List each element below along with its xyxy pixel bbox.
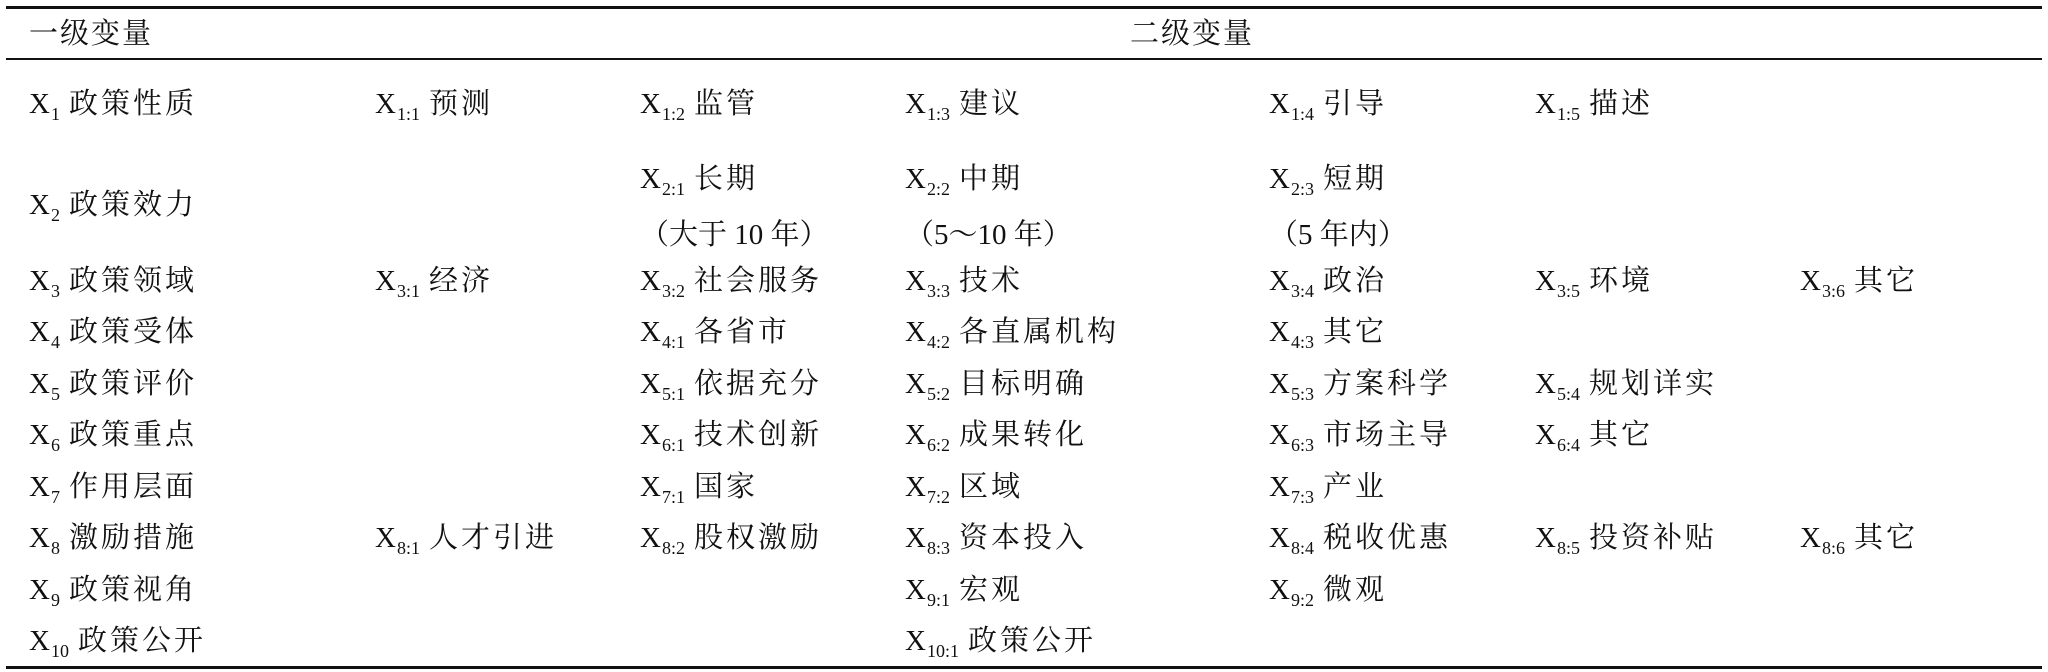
variable-subscript: 1: [50, 104, 60, 124]
variable-label: 中期: [958, 163, 1023, 195]
variable-symbol: X: [640, 163, 661, 195]
variable-subscript: 4:2: [926, 332, 950, 352]
variable-subscript: 9:1: [926, 590, 950, 610]
variable-label: 短期: [1322, 163, 1387, 195]
variable-symbol: X: [905, 471, 926, 503]
variable-label: 国家: [693, 471, 758, 503]
variable-subscript: 3:6: [1821, 281, 1845, 301]
variable-label: 成果转化: [958, 419, 1087, 451]
variable-note: （5 年内）: [1269, 219, 1407, 251]
variable-symbol: X: [29, 265, 50, 297]
top-rule: [6, 6, 2042, 9]
secondary-variable: [640, 86, 758, 122]
variable-label: 政策公开: [967, 625, 1096, 657]
variable-subscript: 8:6: [1821, 538, 1845, 558]
variable-subscript: 3:5: [1556, 281, 1580, 301]
variable-label: 技术创新: [693, 419, 822, 451]
variable-symbol: X: [905, 163, 926, 195]
variable-symbol: X: [1535, 522, 1556, 554]
variable-symbol: X: [1800, 265, 1821, 297]
variable-subscript: 4:3: [1290, 332, 1314, 352]
secondary-variable: [1269, 86, 1387, 122]
variable-symbol: X: [640, 368, 661, 400]
variable-label: 目标明确: [958, 368, 1087, 400]
variable-symbol: X: [1269, 471, 1290, 503]
variable-subscript: 6: [50, 435, 60, 455]
variable-symbol: X: [640, 88, 661, 120]
variable-label: 税收优惠: [1322, 522, 1451, 554]
secondary-variable: [1800, 263, 1918, 299]
variable-subscript: 3:1: [396, 281, 420, 301]
variable-subscript: 2:2: [926, 179, 950, 199]
variable-label: 预测: [428, 88, 493, 120]
primary-variable: [29, 469, 197, 505]
variable-subscript: 8:3: [926, 538, 950, 558]
variable-subscript: 8:1: [396, 538, 420, 558]
variable-label: 政策评价: [68, 368, 197, 400]
variable-label: 股权激励: [693, 522, 822, 554]
variable-symbol: X: [29, 471, 50, 503]
variable-symbol: X: [1269, 265, 1290, 297]
variable-symbol: X: [29, 316, 50, 348]
variable-symbol: X: [905, 419, 926, 451]
variable-symbol: X: [1269, 522, 1290, 554]
variable-symbol: X: [1269, 163, 1290, 195]
variable-symbol: X: [905, 522, 926, 554]
variable-subscript: 9:2: [1290, 590, 1314, 610]
variable-label: 宏观: [958, 574, 1023, 606]
secondary-variable: [905, 86, 1023, 122]
variable-label: 社会服务: [693, 265, 822, 297]
variable-subscript: 7:3: [1290, 487, 1314, 507]
variable-symbol: X: [640, 419, 661, 451]
variable-label: 政策受体: [68, 316, 197, 348]
variable-subscript: 5:3: [1290, 384, 1314, 404]
primary-variable: [29, 417, 197, 453]
variable-symbol: X: [905, 316, 926, 348]
primary-variable: [29, 187, 197, 223]
variable-subscript: 3:4: [1290, 281, 1314, 301]
variable-label: 区域: [958, 471, 1023, 503]
secondary-variable: [1269, 263, 1387, 299]
primary-variable: [29, 623, 206, 659]
variable-symbol: X: [905, 574, 926, 606]
secondary-variable: [1269, 161, 1387, 197]
variable-symbol: X: [1535, 88, 1556, 120]
variable-subscript: 5:2: [926, 384, 950, 404]
variable-symbol: X: [640, 265, 661, 297]
variable-label: 产业: [1322, 471, 1387, 503]
variable-subscript: 7:1: [661, 487, 685, 507]
variable-symbol: X: [640, 471, 661, 503]
variable-symbol: X: [29, 88, 50, 120]
variable-note: （大于 10 年）: [640, 219, 829, 251]
secondary-variable: [905, 263, 1023, 299]
secondary-variable: [1269, 469, 1387, 505]
variable-label: 经济: [428, 265, 493, 297]
variable-label: 其它: [1322, 316, 1387, 348]
secondary-variable: [1269, 314, 1387, 350]
secondary-variable: [1269, 366, 1451, 402]
variable-label: 微观: [1322, 574, 1387, 606]
variable-label: 作用层面: [68, 471, 197, 503]
secondary-variable: [1535, 263, 1653, 299]
secondary-variable: [640, 520, 822, 556]
variable-label: 政策性质: [68, 88, 197, 120]
variable-subscript: 3:3: [926, 281, 950, 301]
variable-subscript: 5:4: [1556, 384, 1580, 404]
header-rule: [6, 58, 2042, 60]
variable-symbol: X: [1535, 368, 1556, 400]
primary-variable: [29, 520, 197, 556]
secondary-variable: [375, 520, 557, 556]
variable-label: 投资补贴: [1588, 522, 1717, 554]
secondary-variable: [640, 366, 822, 402]
secondary-variable: [1535, 366, 1717, 402]
variable-label: 政策重点: [68, 419, 197, 451]
secondary-variable: [640, 263, 822, 299]
variable-subscript: 2: [50, 205, 60, 225]
header-secondary: 二级变量: [1130, 18, 1255, 50]
variable-label: 依据充分: [693, 368, 822, 400]
variable-label: 方案科学: [1322, 368, 1451, 400]
secondary-variable: [1535, 520, 1717, 556]
primary-variable: [29, 86, 197, 122]
variable-symbol: X: [905, 368, 926, 400]
variable-subscript: 6:1: [661, 435, 685, 455]
secondary-variable: [1269, 417, 1451, 453]
variable-label: 技术: [958, 265, 1023, 297]
variable-label: 政策视角: [68, 574, 197, 606]
variable-symbol: X: [1269, 574, 1290, 606]
variable-subscript: 10:1: [926, 641, 959, 661]
primary-variable: [29, 366, 197, 402]
variable-symbol: X: [905, 625, 926, 657]
variable-subscript: 1:5: [1556, 104, 1580, 124]
variable-subscript: 8:2: [661, 538, 685, 558]
variable-subscript: 9: [50, 590, 60, 610]
variable-label: 长期: [693, 163, 758, 195]
secondary-variable: [905, 572, 1023, 608]
variable-subscript: 3:2: [661, 281, 685, 301]
variable-subscript: 8:5: [1556, 538, 1580, 558]
secondary-variable: [1535, 417, 1653, 453]
variable-label: 市场主导: [1322, 419, 1451, 451]
secondary-variable: [640, 417, 822, 453]
variable-symbol: X: [905, 265, 926, 297]
secondary-variable: [1269, 572, 1387, 608]
variable-subscript: 4:1: [661, 332, 685, 352]
variable-symbol: X: [905, 88, 926, 120]
variable-symbol: X: [640, 522, 661, 554]
variable-label: 政策效力: [68, 189, 197, 221]
secondary-variable: [1800, 520, 1918, 556]
secondary-variable: [905, 161, 1023, 197]
variable-symbol: X: [29, 368, 50, 400]
variable-symbol: X: [1535, 419, 1556, 451]
variable-subscript: 7:2: [926, 487, 950, 507]
variable-subscript: 6:2: [926, 435, 950, 455]
variable-subscript: 5: [50, 384, 60, 404]
secondary-variable: [640, 314, 790, 350]
variable-label: 其它: [1853, 265, 1918, 297]
primary-variable: [29, 263, 197, 299]
primary-variable: [29, 572, 197, 608]
variable-label: 各省市: [693, 316, 790, 348]
variable-label: 监管: [693, 88, 758, 120]
secondary-variable: [640, 161, 758, 197]
variable-subscript: 1:1: [396, 104, 420, 124]
variable-symbol: X: [1535, 265, 1556, 297]
secondary-variable: [905, 314, 1119, 350]
secondary-variable: [375, 86, 493, 122]
secondary-variable: [905, 417, 1087, 453]
variable-subscript: 8: [50, 538, 60, 558]
variable-note: （5～10 年）: [905, 219, 1072, 251]
variable-symbol: X: [375, 88, 396, 120]
variable-subscript: 10: [50, 641, 69, 661]
variable-label: 规划详实: [1588, 368, 1717, 400]
variable-subscript: 4: [50, 332, 60, 352]
variable-label: 其它: [1588, 419, 1653, 451]
variable-subscript: 6:4: [1556, 435, 1580, 455]
bottom-rule: [6, 666, 2042, 669]
variable-subscript: 1:4: [1290, 104, 1314, 124]
variable-symbol: X: [1269, 419, 1290, 451]
variable-subscript: 6:3: [1290, 435, 1314, 455]
secondary-variable: [905, 366, 1087, 402]
variable-symbol: X: [1269, 316, 1290, 348]
variable-symbol: X: [640, 316, 661, 348]
secondary-variable: [905, 623, 1096, 659]
variable-label: 环境: [1588, 265, 1653, 297]
variable-symbol: X: [29, 625, 50, 657]
variable-subscript: 7: [50, 487, 60, 507]
variable-subscript: 1:3: [926, 104, 950, 124]
variable-label: 资本投入: [958, 522, 1087, 554]
variable-label: 政策领域: [68, 265, 197, 297]
secondary-variable: [905, 520, 1087, 556]
variable-subscript: 3: [50, 281, 60, 301]
variable-label: 政策公开: [77, 625, 206, 657]
variable-label: 描述: [1588, 88, 1653, 120]
variable-symbol: X: [29, 189, 50, 221]
variable-label: 引导: [1322, 88, 1387, 120]
variable-symbol: X: [29, 419, 50, 451]
variable-symbol: X: [375, 265, 396, 297]
variable-label: 建议: [958, 88, 1023, 120]
secondary-variable: [905, 469, 1023, 505]
secondary-variable: [375, 263, 493, 299]
variable-subscript: 1:2: [661, 104, 685, 124]
secondary-variable: [1535, 86, 1653, 122]
header-primary: 一级变量: [29, 18, 154, 50]
variable-label: 人才引进: [428, 522, 557, 554]
variable-symbol: X: [1269, 368, 1290, 400]
variable-subscript: 8:4: [1290, 538, 1314, 558]
variable-label: 各直属机构: [958, 316, 1119, 348]
variable-symbol: X: [1269, 88, 1290, 120]
variable-label: 其它: [1853, 522, 1918, 554]
variable-symbol: X: [29, 574, 50, 606]
variable-label: 政治: [1322, 265, 1387, 297]
variable-symbol: X: [1800, 522, 1821, 554]
variable-subscript: 5:1: [661, 384, 685, 404]
secondary-variable: [1269, 520, 1451, 556]
variable-subscript: 2:1: [661, 179, 685, 199]
variable-label: 激励措施: [68, 522, 197, 554]
primary-variable: [29, 314, 197, 350]
variable-subscript: 2:3: [1290, 179, 1314, 199]
variable-symbol: X: [29, 522, 50, 554]
variable-symbol: X: [375, 522, 396, 554]
secondary-variable: [640, 469, 758, 505]
